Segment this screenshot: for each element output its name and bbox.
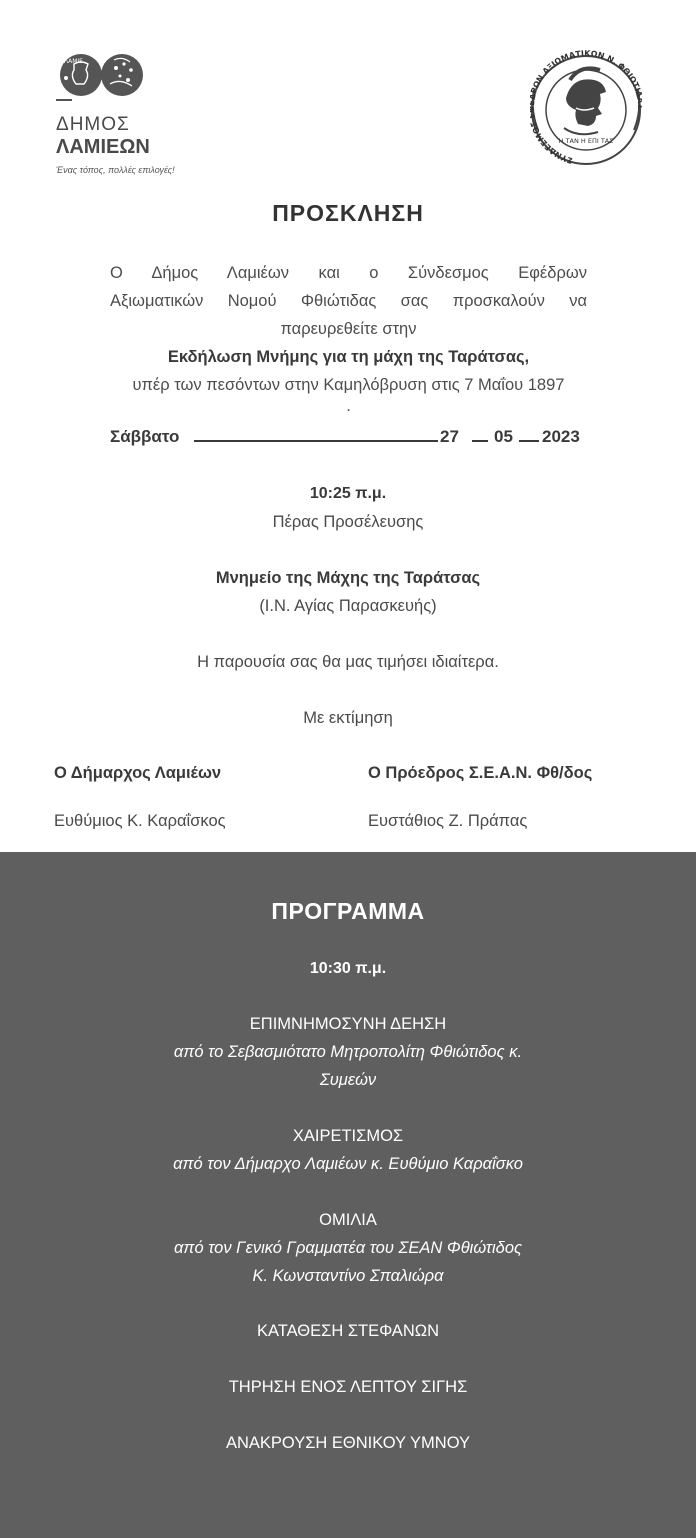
president-role: Ο Πρόεδρος Σ.Ε.Α.Ν. Φθ/δος (368, 764, 593, 782)
logo-word-lamieon: ΛΑΜΙΕΩΝ (56, 136, 150, 158)
program-title: ΠΡΟΓΡΑΜΜΑ (271, 898, 425, 924)
honor-line: Η παρουσία σας θα μας τιμήσει ιδιαίτερα. (197, 653, 499, 671)
program-item-heading: ΕΠΙΜΝΗΜΟΣΥΝΗ ΔΕΗΣΗ (249, 1015, 447, 1033)
event-dot: . (346, 397, 351, 415)
date-day-number: 27 (440, 427, 459, 446)
program-item-heading: ΧΑΙΡΕΤΙΣΜΟΣ (292, 1127, 404, 1145)
emblem-badge-text: ΛΑΜΙΕ (64, 58, 83, 65)
date-year: 2023 (542, 427, 580, 446)
date-dash (472, 440, 488, 442)
invitation-title: ΠΡΟΣΚΛΗΣΗ (272, 200, 424, 226)
program-item-line: Συμεών (319, 1071, 377, 1089)
program-item-heading: ΟΜΙΛΙΑ (319, 1211, 377, 1229)
date-month: 05 (494, 427, 513, 446)
program-time: 10:30 π.μ. (309, 960, 387, 977)
venue-name: Μνημείο της Μάχης της Ταράτσας (215, 569, 481, 587)
program-item-line: από το Σεβασμιότατο Μητροπολίτη Φθιώτιδος κ. (173, 1043, 523, 1061)
president-name: Ευστάθιος Ζ. Πράπας (368, 812, 528, 830)
seal-ring-text: ΣΥΝΔΕΣΜΟ ΡΩΝ ΑΞΙΩΜΑΤΙΚΩΝ Ν. ΦΘΙΩΤΙ (530, 50, 642, 166)
regards-line: Με εκτίμηση (303, 709, 393, 727)
program-item-heading: ΚΑΤΑΘΕΣΗ ΣΤΕΦΑΝΩΝ (257, 1322, 439, 1340)
event-name: Εκδήλωση Μνήμης για τη μάχη της Ταράτσας, (167, 348, 530, 366)
logo-slogan: Ένας τόπος, πολλές επιλογές! (56, 165, 175, 175)
logo-word-dimos: ΔΗΜΟΣ (56, 114, 130, 135)
program-item-line: Κ. Κωνσταντίνο Σπαλιώρα (252, 1267, 444, 1285)
arrival-time: 10:25 π.μ. (309, 485, 387, 502)
program-item-line: από τον Δήμαρχο Λαμιέων κ. Ευθύμιο Καραΐσκο (173, 1155, 523, 1173)
intro-line-3: παρευρεθείτε στην (280, 320, 417, 338)
mayor-role: Ο Δήμαρχος Λαμιέων (54, 764, 222, 782)
mayor-name: Ευθύμιος Κ. Καραΐσκος (54, 812, 226, 830)
date-rule (194, 440, 438, 442)
program-section (0, 852, 696, 1538)
program-item-heading: ΑΝΑΚΡΟΥΣΗ ΕΘΝΙΚΟΥ ΥΜΝΟΥ (225, 1434, 471, 1452)
municipality-logo (54, 52, 194, 182)
date-day: Σάββατο (110, 427, 180, 446)
event-date (110, 427, 587, 453)
program-item-heading: ΤΗΡΗΣΗ ΕΝΟΣ ΛΕΠΤΟΥ ΣΙΓΗΣ (228, 1378, 468, 1396)
venue-subtitle: (Ι.Ν. Αγίας Παρασκευής) (259, 597, 437, 615)
municipality-emblem-icon (54, 52, 154, 102)
event-subtitle: υπέρ των πεσόντων στην Καμηλόβρυση στις 7 Μαΐου 1897 (132, 376, 565, 394)
seal-motto: Η ΤΑΝ Η ΕΠΙ ΤΑΣ (558, 137, 614, 145)
program-item-line: από τον Γενικό Γραμματέα του ΣΕΑΝ Φθιώτιδος (173, 1239, 523, 1257)
intro-line-2: Αξιωματικών Νομού Φθιώτιδας σας προσκαλούν να (110, 292, 587, 310)
date-dash (519, 440, 539, 442)
intro-line-1: Ο Δήμος Λαμιέων και ο Σύνδεσμος Εφέδρων (110, 264, 587, 282)
reserve-officers-seal-icon (530, 50, 642, 174)
reserve-officers-seal (530, 50, 642, 174)
arrival-label: Πέρας Προσέλευσης (272, 513, 424, 531)
